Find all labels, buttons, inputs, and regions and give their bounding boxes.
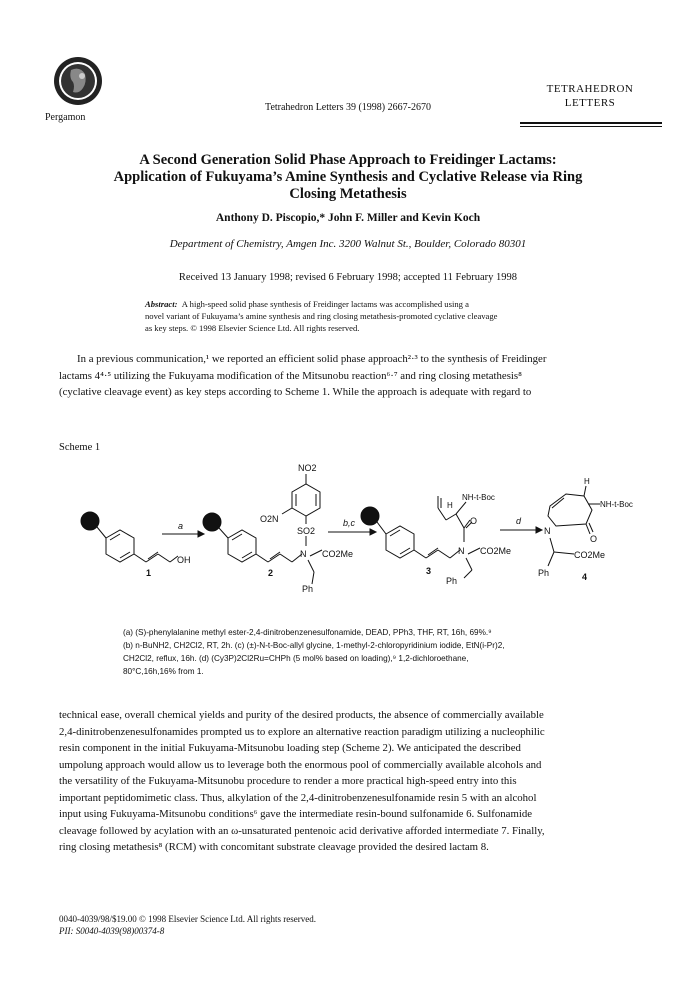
paragraph-line: ring closing metathesis⁸ (RCM) with concomitant substrate cleavage provided the desired lactam 8. (59, 841, 489, 853)
body-paragraph-1 (59, 351, 639, 401)
scheme-1-diagram (60, 462, 660, 622)
article-title (60, 152, 636, 203)
compound-number: 2 (268, 568, 274, 578)
atom-label-h: H (447, 501, 453, 510)
abstract (145, 298, 565, 334)
pii-line: PII: S0040-4039(98)00374-8 (59, 926, 165, 936)
atom-label-ph: Ph (446, 576, 458, 586)
caption-line: CH2Cl2, reflux, 16h. (d) (Cy3P)2Cl2Ru=CHPh (5 mol% based on loading),⁹ 1,2-dichloroethane, (123, 654, 469, 663)
atom-label-so2: SO2 (297, 526, 316, 536)
paragraph-line: umpolung approach would allow us to leverage both the enormous pool of commercially available alcohols and (59, 758, 542, 771)
paragraph-line: input using Fukuyama-Mitsunobu conditions⁶ gave the intermediate resin-bound sulfonamide 6. Sulfonamide (59, 808, 533, 820)
header-rule-top (520, 122, 662, 124)
paragraph-line: (cyclative cleavage event) as key steps according to Scheme 1. While the approach is adequate with regard to (59, 386, 532, 398)
abstract-line: Abstract: A high-speed solid phase synthesis of Freidinger lactams was accomplished using a (145, 299, 469, 309)
atom-label-n: N (300, 549, 307, 559)
abstract-line: novel variant of Fukuyama’s amine synthesis and ring closing metathesis-promoted cyclative cleavage (145, 311, 498, 321)
resin-bead-icon (81, 512, 99, 530)
compound-number: 1 (146, 568, 152, 578)
atom-label-n: N (458, 546, 465, 556)
caption-line: (b) n-BuNH2, CH2Cl2, RT, 2h. (c) (±)-N-t-Boc-allyl glycine, 1-methyl-2-chloropyridinium iodide, EtN(i-Pr)2, (123, 641, 505, 650)
atom-label-oh: OH (177, 555, 191, 565)
paragraph-line: lactams 4⁴·⁵ utilizing the Fukuyama modification of the Mitsunobu reaction⁶·⁷ and ring closing metathesis⁸ (59, 369, 522, 382)
scheme-label: Scheme 1 (59, 442, 101, 453)
compound-number: 4 (582, 572, 588, 582)
paragraph-line: important peptidomimetic class. Thus, alkylation of the 2,4-dinitrobenzenesulfonamide resin 5 with an alcohol (59, 791, 537, 804)
header-rule-bottom (520, 126, 662, 127)
atom-label-ph: Ph (302, 584, 314, 594)
atom-label-h: H (584, 477, 590, 486)
atom-label-co2me: CO2Me (322, 549, 354, 559)
atom-label-co2me: CO2Me (480, 546, 512, 556)
paragraph-line: technical ease, overall chemical yields and purity of the desired products, the absence of commercially available (59, 709, 544, 721)
paragraph-line: the versatility of the Fukuyama-Mitsunobu procedure to render a more practical high-speed entry into this (59, 775, 517, 787)
copyright-line: 0040-4039/98/$19.00 © 1998 Elsevier Science Ltd. All rights reserved. (59, 914, 317, 924)
benzene-ring-icon (386, 526, 414, 558)
resin-bead-icon (361, 507, 379, 525)
atom-label-o2n: O2N (260, 514, 279, 524)
atom-label-o: O (590, 534, 598, 544)
atom-label-o: O (470, 516, 478, 526)
arrow-label-d: d (516, 516, 522, 526)
title-line: Application of Fukuyama’s Amine Synthesis and Cyclative Release via Ring (113, 169, 583, 185)
affiliation: Department of Chemistry, Amgen Inc. 3200 Walnut St., Boulder, Colorado 80301 (169, 238, 527, 250)
journal-name-line2: LETTERS (564, 97, 616, 109)
body-paragraph-2 (59, 707, 639, 856)
title-line: A Second Generation Solid Phase Approach to Freidinger Lactams: (139, 152, 557, 168)
paragraph-line: In a previous communication,¹ we reported an efficient solid phase approach²·³ to the synthesis of Freidinger (77, 353, 547, 365)
benzene-ring-icon (106, 530, 134, 562)
copyright-footer (59, 913, 316, 937)
atom-label-no2: NO2 (298, 463, 317, 473)
journal-name (520, 82, 660, 110)
caption-line: 80°C,16h,16% from 1. (123, 667, 204, 676)
atom-label-ph: Ph (538, 568, 550, 578)
caption-line: (a) (S)-phenylalanine methyl ester-2,4-dinitrobenzenesulfonamide, DEAD, PPh3, THF, RT, 16h, 69%.⁹ (123, 628, 492, 637)
title-line: Closing Metathesis (289, 186, 407, 202)
author-list: Anthony D. Piscopio,* John F. Miller and Kevin Koch (215, 212, 481, 224)
publisher-name: Pergamon (45, 112, 86, 123)
benzene-ring-icon (228, 530, 256, 562)
abstract-line: as key steps. © 1998 Elsevier Science Ltd. All rights reserved. (145, 323, 360, 333)
atom-label-n: N (544, 526, 551, 536)
arrow-label-bc: b,c (343, 518, 356, 528)
paragraph-line: cleavage followed by acylation with an ω-unsaturated pentenoic acid derivative afforded intermediate 7. Finally, (59, 824, 545, 837)
paragraph-line: resin component in the initial Fukuyama-Mitsunobu loading step (Scheme 2). We anticipated the described (59, 742, 521, 754)
atom-label-nh-boc: NH-t-Boc (462, 493, 495, 502)
publisher-logo (53, 56, 103, 106)
lactam-ring-icon (548, 494, 592, 526)
arrow-label-a: a (178, 521, 184, 531)
paragraph-line: 2,4-dinitrobenzenesulfonamides prompted us to explore an alternative reaction paradigm utilizing a nucleophilic (59, 725, 545, 738)
received-dates: Received 13 January 1998; revised 6 February 1998; accepted 11 February 1998 (178, 272, 518, 283)
abstract-label: Abstract: (145, 299, 178, 309)
resin-bead-icon (203, 513, 221, 531)
scheme-caption (123, 626, 633, 678)
journal-citation: Tetrahedron Letters 39 (1998) 2667-2670 (265, 102, 431, 113)
compound-number: 3 (426, 566, 432, 576)
journal-name-line1: TETRAHEDRON (546, 83, 634, 95)
logo-emblem-icon (53, 56, 103, 106)
atom-label-co2me: CO2Me (574, 550, 606, 560)
atom-label-nh-boc: NH-t-Boc (600, 500, 633, 509)
